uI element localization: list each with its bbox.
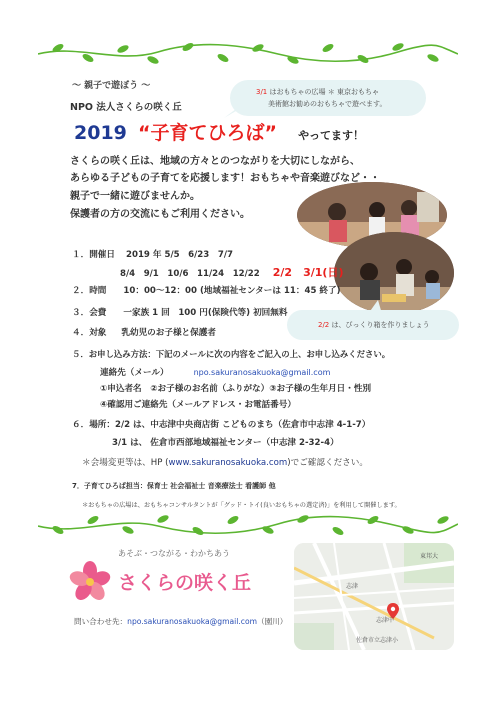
intro-line-2: あらゆる子どもの子育てを応援します！おもちゃや音楽遊びなど・・ xyxy=(70,173,380,184)
mid-bubble-tail xyxy=(368,300,386,314)
inquiry-person: （園川） xyxy=(257,617,288,626)
mid-bubble-rest: は、びっくり箱を作りましょう xyxy=(331,321,430,329)
place-line-1: ６．場所：2/2 は、中志津中央商店街 こどものまち（佐倉市中志津 4-1-7） xyxy=(72,420,371,430)
apply-label: ５．お申し込み方法：下記のメールに次の内容をご記入の上、お申し込みください。 xyxy=(72,349,391,359)
inquiry-label: 問い合わせ先： xyxy=(74,617,128,626)
fee-row xyxy=(72,306,287,318)
date-line2: 8/4 9/1 10/6 11/24 12/22 xyxy=(120,269,260,279)
intro-line-1: さくらの咲く丘は、地域の方々とのつながりを大切にしながら、 xyxy=(70,156,360,167)
toy-note: ＊おもちゃの広場は、おもちゃコンサルタントが「グッド・トイ(良いおもちゃの選定済)」を利用して開催します。 xyxy=(82,502,401,509)
fee-label: ３．会費 xyxy=(72,308,107,318)
venue-note xyxy=(82,456,368,468)
date-red: 2/2 3/1(日) xyxy=(272,266,344,279)
top-bubble-date: 3/1 xyxy=(256,88,268,96)
map-label-shizu: 志津 xyxy=(346,583,359,590)
venue-note-prefix: ＊会場変更等は、HP ( xyxy=(82,458,169,468)
intro-line-4: 保護者の方の交流にもご利用ください。 xyxy=(70,209,250,220)
date-label: １．開催日 xyxy=(72,250,115,260)
target-value: 乳幼児のお子様と保護者 xyxy=(121,328,216,338)
inquiry-email-link[interactable]: npo.sakuranosakuoka@gmail.com xyxy=(127,617,258,626)
location-map[interactable] xyxy=(294,543,454,650)
title-main: “子育てひろば” xyxy=(137,122,277,144)
apply-item-1: ①申込者名 ②お子様のお名前（ふりがな）③お子様の生年月日・性別 xyxy=(100,384,372,394)
mid-bubble-text xyxy=(318,320,430,330)
date-line1: 2019 年 5/5 6/23 7/7 xyxy=(125,250,233,260)
top-vine-decoration xyxy=(38,40,458,66)
fee-value: 一家族 1 回 100 円(保険代等) 初回無料 xyxy=(123,308,288,318)
sakura-flower-logo xyxy=(68,560,112,604)
tagline: ～ 親子で遊ぼう ～ xyxy=(72,81,151,91)
slogan: あそぶ・つながる・わかちあう xyxy=(118,549,230,558)
brand-name: さくらの咲く丘 xyxy=(118,572,252,594)
intro-line-3: 親子で一緒に遊びませんか。 xyxy=(70,191,200,202)
map-label-toho: 東邦大 xyxy=(420,553,439,560)
venue-note-suffix: )でご確認ください。 xyxy=(287,458,368,468)
activity-photo-2 xyxy=(334,232,454,314)
time-value: 10：00～12：00 (地域福祉センターは 11：45 終了) xyxy=(123,286,341,296)
top-speech-bubble xyxy=(230,80,426,116)
staff-line: 7．子育てひろば担当：保育士 社会福祉士 音楽療法士 看護師 他 xyxy=(72,482,276,490)
contact-row xyxy=(100,366,330,378)
org-name: NPO 法人さくらの咲く丘 xyxy=(70,102,182,113)
top-bubble-line1 xyxy=(256,87,379,97)
place-line-2: 3/1 は、 佐倉市西部地域福祉センター（中志津 2-32-4） xyxy=(112,438,339,448)
time-label: ２．時間 xyxy=(72,286,107,296)
map-label-shizu-junior: 志津中 xyxy=(376,617,395,624)
title-year: 2019 xyxy=(74,122,127,144)
title-suffix: やってます！ xyxy=(298,129,365,142)
venue-note-link[interactable]: www.sakuranosakuoka.com xyxy=(168,458,288,468)
bottom-vine-decoration xyxy=(38,512,458,538)
map-label-school: 佐倉市立志津小 xyxy=(356,637,399,644)
contact-email-link[interactable]: npo.sakuranosakuoka@gmail.com xyxy=(193,368,331,377)
target-row xyxy=(72,326,216,338)
page-title xyxy=(74,118,364,145)
top-bubble-text1: はおもちゃの広場 ＊ 東京おもちゃ xyxy=(269,88,379,96)
inquiry-line xyxy=(74,616,287,627)
top-bubble-line2: 美術館お勧めのおもちゃで遊べます。 xyxy=(268,100,387,108)
apply-item-2: ④確認用ご連絡先（メールアドレス・お電話番号） xyxy=(100,400,296,410)
contact-label: 連絡先（メール） xyxy=(100,368,169,378)
date-row-1 xyxy=(72,248,233,260)
time-row xyxy=(72,284,341,296)
target-label: ４．対象 xyxy=(72,328,107,338)
mid-bubble-date: 2/2 xyxy=(318,321,330,329)
date-row-2 xyxy=(120,264,343,280)
